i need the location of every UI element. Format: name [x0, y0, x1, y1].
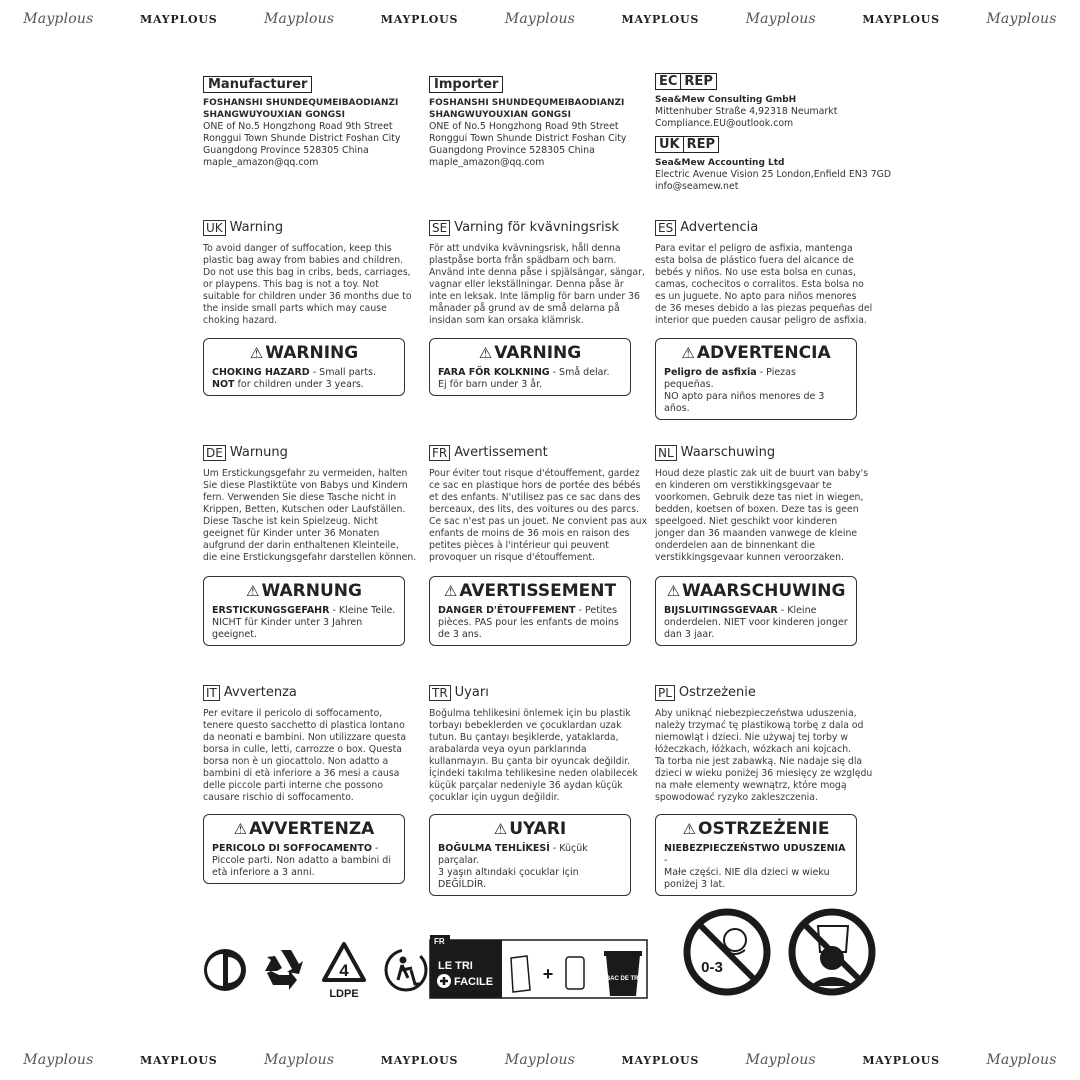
warning-section: [655, 220, 891, 327]
section-body-line: onderdelen aan de binnenkant die: [655, 540, 815, 551]
section-body-line: Um Erstickungsgefahr zu vermeiden, halten: [203, 468, 408, 479]
section-body-line: Ta torba nie jest zabawką. Nie nadaje się dla: [655, 756, 863, 767]
section-body-line: es un juguete. No apto para niños menores: [655, 291, 857, 302]
recycle-number: 4: [339, 961, 349, 980]
warning-box-title: [212, 818, 396, 840]
section-heading: [655, 445, 891, 461]
warning-triangle-icon: ⚠: [478, 344, 493, 362]
hazard-detail: -: [664, 855, 668, 866]
warning-box-text: [212, 367, 396, 391]
brand-script: Mayplous: [23, 11, 94, 27]
ec-tag: EC: [655, 73, 681, 90]
hazard-age-note: Piccole parti. Non adatto a bambini di età inferiore a 3 anni.: [212, 855, 391, 878]
warning-triangle-icon: ⚠: [493, 820, 508, 838]
section-body-line: Aby uniknąć niebezpieczeństwa uduszenia,: [655, 708, 857, 719]
section-body-line: the inside small parts which may cause: [203, 303, 387, 314]
manufacturer-title: Manufacturer: [203, 76, 312, 93]
section-body-line: verstikkingsgevaar kunnen veroorzaken.: [655, 552, 844, 563]
ec-rep-name: Sea&Mew Consulting GmbH: [655, 95, 797, 105]
section-title: Uyarı: [454, 685, 489, 700]
section-body-line: vagnar eller lekställningar. Denna påse är: [429, 279, 624, 290]
section-heading: [203, 220, 439, 236]
section-body-line: küçük parçalar nedeniyle 36 aydan küçük: [429, 780, 623, 791]
section-body-line: suitable for children under 36 months due to: [203, 291, 412, 302]
warning-section: [203, 685, 439, 804]
triman-text-2: FACILE: [454, 976, 494, 988]
hazard-label: NIEBEZPIECZEŃSTWO UDUSZENIA: [664, 843, 846, 854]
warning-box-title-text: WAARSCHUWING: [682, 581, 846, 601]
section-title: Varning för kvävningsrisk: [454, 220, 619, 235]
warning-triangle-icon: ⚠: [249, 344, 264, 362]
section-body-line: kullanmayın. Bu çanta bir oyuncak değildir.: [429, 756, 631, 767]
section-body-line: łóżeczkach, łóżkach, wózkach ani kojcach.: [655, 744, 852, 755]
section-heading: [429, 220, 665, 236]
hazard-age-note: pièces. PAS pour les enfants de moins de 3 ans.: [438, 617, 619, 640]
section-body-line: ce sac en plastique hors de portée des bébés: [429, 480, 641, 491]
brand-caps: MAYPLOUS: [621, 1053, 700, 1067]
warning-box-title: [438, 342, 622, 364]
section-body-line: Pour éviter tout risque d'étouffement, gardez: [429, 468, 640, 479]
section-body-line: plastic bag away from babies and children.: [203, 255, 404, 266]
section-body-line: interior que pueden causar peligro de asfixia.: [655, 315, 867, 326]
importer-line: ONE of No.5 Hongzhong Road 9th Street: [429, 121, 619, 132]
section-body-line: Sie diese Plastiktüte von Babys und Kindern: [203, 480, 408, 491]
section-body-line: torbayı bebeklerden ve çocuklardan uzak: [429, 720, 622, 731]
symbol-row: [0, 900, 1080, 1040]
warning-triangle-icon: ⚠: [233, 820, 248, 838]
section-body-line: arabalarda veya oyun parklarında: [429, 744, 587, 755]
brand-script: Mayplous: [504, 1052, 576, 1068]
warning-box-text: [438, 843, 622, 891]
section-body-line: jonger dan 36 maanden vanwege de kleine: [655, 528, 858, 539]
section-body-line: Houd deze plastic zak uit de buurt van baby's: [655, 468, 869, 479]
warning-box-title-text: VARNING: [494, 343, 582, 363]
warning-section: [429, 685, 665, 804]
section-title: Avvertenza: [223, 685, 297, 700]
warning-box-title: [212, 580, 396, 602]
triman-text-1: LE TRI: [438, 960, 473, 972]
section-heading: [203, 445, 439, 461]
recycle-label: LDPE: [329, 988, 359, 1000]
warning-box-title-text: UYARI: [509, 819, 567, 839]
brand-row-top: [0, 8, 1080, 30]
brand-script: Mayplous: [986, 11, 1057, 27]
section-body-line: die eine Erstickungsgefahr darstellen können.: [203, 552, 417, 563]
warning-box-title-text: WARNUNG: [261, 581, 362, 601]
section-body-line: esta bolsa de plástico fuera del alcance de: [655, 255, 855, 266]
hazard-label: Peligro de asfixia: [664, 367, 757, 378]
section-title: Ostrzeżenie: [678, 685, 756, 700]
importer-title: Importer: [429, 76, 503, 93]
section-body-line: För att undvika kvävningsrisk, håll denna: [429, 243, 621, 254]
tidyman-icon: [386, 950, 426, 990]
brand-caps: MAYPLOUS: [380, 1053, 459, 1067]
hazard-detail: - Küçük parçalar.: [438, 843, 588, 866]
importer-line: Guangdong Province 528305 China: [429, 145, 595, 156]
section-heading: [655, 220, 891, 236]
section-body-line: Boğulma tehlikesini önlemek için bu plastik: [429, 708, 631, 719]
warning-box-text: [664, 843, 848, 891]
section-body-line: İçindeki takılma tehlikesine neden olabilecek: [429, 768, 638, 779]
manufacturer-line: ONE of No.5 Hongzhong Road 9th Street: [203, 121, 393, 132]
warning-triangle-icon: ⚠: [246, 582, 260, 600]
section-body-line: insidan som kan orsaka klämrisk.: [429, 315, 584, 326]
warning-label-box: [655, 814, 857, 896]
hazard-detail: - Petites: [575, 605, 618, 616]
warning-box-text: [212, 843, 396, 879]
section-body-line: dzieci w wieku poniżej 36 miesięcy ze względu: [655, 768, 873, 779]
importer-line: maple_amazon@qq.com: [429, 157, 545, 168]
language-code: SE: [429, 220, 450, 236]
language-code: IT: [203, 685, 220, 701]
warning-box-title-text: WARNING: [265, 343, 359, 363]
section-body-line: provoquer un risque d'étouffement.: [429, 552, 595, 563]
warning-box-text: [664, 605, 848, 641]
section-body-line: Per evitare il pericolo di soffocamento,: [203, 708, 383, 719]
importer-name-1: FOSHANSHI SHUNDEQUMEIBAODIANZI: [429, 98, 625, 108]
section-body-line: To avoid danger of suffocation, keep this: [203, 243, 392, 254]
warning-box-title: [664, 342, 848, 364]
brand-row-bottom: [0, 1049, 1080, 1071]
hazard-detail: - Small parts.: [309, 367, 377, 378]
section-body-line: na małe elementy wewnątrz, które mogą: [655, 780, 847, 791]
section-body-line: månader på grund av de små delarna på: [429, 303, 620, 314]
uk-tag: UK: [655, 136, 684, 153]
warning-triangle-icon: ⚠: [682, 820, 696, 838]
brand-caps: MAYPLOUS: [139, 12, 218, 26]
warning-label-box: [203, 576, 405, 646]
section-heading: [429, 685, 665, 701]
language-code: TR: [429, 685, 451, 701]
warning-triangle-icon: ⚠: [681, 344, 695, 362]
section-body-line: plastpåse borta från spädbarn och barn.: [429, 255, 617, 266]
hazard-age-note: NO apto para niños menores de 3 años.: [664, 391, 825, 414]
hazard-age-note: onderdelen. NIET voor kinderen jonger dan 3 jaar.: [664, 617, 848, 640]
hazard-age-note: for children under 3 years.: [234, 379, 364, 390]
brand-caps: MAYPLOUS: [139, 1053, 218, 1067]
warning-box-title-text: OSTRZEŻENIE: [698, 819, 830, 839]
section-body-line: berceaux, des lits, des voitures ou des parcs.: [429, 504, 640, 515]
hazard-detail: - Små delar.: [549, 367, 610, 378]
hazard-detail: -: [371, 843, 379, 854]
brand-script: Mayplous: [745, 11, 816, 27]
section-body-line: fern. Verwenden Sie diese Tasche nicht in: [203, 492, 397, 503]
section-title: Avertissement: [454, 445, 548, 460]
warning-box-title-text: AVERTISSEMENT: [459, 581, 617, 601]
section-body-line: en kinderen om verstikkingsgevaar te: [655, 480, 832, 491]
manufacturer-line: Ronggui Town Shunde District Foshan City: [203, 133, 401, 144]
section-body-line: bedden, koetsen of boxen. Deze tas is geen: [655, 504, 859, 515]
section-body-line: Diese Tasche ist kein Spielzeug. Nicht: [203, 516, 378, 527]
hazard-age-note: Ej för barn under 3 år.: [438, 379, 543, 390]
hazard-label: CHOKING HAZARD: [212, 367, 310, 378]
section-body-line: należy trzymać tę plastikową torbę z dala od: [655, 720, 864, 731]
warning-label-box: [203, 338, 405, 396]
warning-section: [203, 445, 439, 564]
hazard-label: BIJSLUITINGSGEVAAR: [664, 605, 778, 616]
section-body-line: geeignet für Kinder unter 36 Monaten: [203, 528, 380, 539]
section-body-line: tenere questo sacchetto di plastica lontano: [203, 720, 405, 731]
hazard-age-note: NICHT für Kinder unter 3 Jahren geeignet.: [212, 617, 363, 640]
triman-fr: FR: [434, 937, 445, 946]
section-body-line: causare rischio di soffocamento.: [203, 792, 354, 803]
recycle-arrows-icon: [265, 950, 303, 990]
warning-box-text: [212, 605, 396, 641]
warning-label-box: [429, 338, 631, 396]
brand-script: Mayplous: [264, 11, 335, 27]
uk-rep-line: info@seamew.net: [655, 181, 739, 192]
section-body-line: inte en leksak. Inte lämplig för barn under 36: [429, 291, 640, 302]
brand-caps: MAYPLOUS: [621, 12, 700, 26]
age-range: 0-3: [701, 959, 723, 976]
language-code: NL: [655, 445, 677, 461]
warning-triangle-icon: ⚠: [666, 582, 681, 600]
hazard-label: ERSTICKUNGSGEFAHR: [212, 605, 330, 616]
triman-plus: +: [542, 964, 554, 984]
section-body-line: bebés y niños. No use esta bolsa en cunas,: [655, 267, 856, 278]
importer-block: [429, 73, 661, 169]
section-body-line: borsa non è un giocattolo. Non adatto a: [203, 756, 389, 767]
brand-script: Mayplous: [986, 1052, 1057, 1068]
warning-triangle-icon: ⚠: [443, 582, 458, 600]
language-code: FR: [429, 445, 450, 461]
warning-section: [429, 220, 665, 327]
section-body-line: camas, cochecitos o corralitos. Esta bolsa no: [655, 279, 864, 290]
language-code: PL: [655, 685, 675, 701]
section-heading: [655, 685, 891, 701]
warning-box-title: [438, 580, 622, 602]
not-for-0-3-icon: [687, 912, 767, 992]
warning-label-box: [655, 338, 857, 420]
warning-label-box: [429, 814, 631, 896]
ec-rep-line: Compliance.EU@outlook.com: [655, 118, 794, 129]
brand-caps: MAYPLOUS: [380, 12, 459, 26]
hazard-emphasis: NOT: [212, 379, 235, 390]
section-body-line: Använd inte denna påse i spjälsängar, sängar,: [429, 267, 645, 278]
ec-rep-line: Mittenhuber Straße 4,92318 Neumarkt: [655, 106, 838, 117]
warning-section: [203, 220, 439, 327]
language-code: ES: [655, 220, 676, 236]
hazard-label: PERICOLO DI SOFFOCAMENTO: [212, 843, 372, 854]
section-body-line: de 36 meses debido a las piezas pequeñas del: [655, 303, 873, 314]
warning-box-title-text: ADVERTENCIA: [696, 343, 831, 363]
section-title: Waarschuwing: [680, 445, 776, 460]
warning-label-box: [203, 814, 405, 884]
uk-rep-name: Sea&Mew Accounting Ltd: [655, 158, 785, 168]
bac-de-tri: BAC DE TRI: [605, 976, 641, 982]
warning-box-title: [664, 580, 848, 602]
section-heading: [429, 445, 665, 461]
brand-script: Mayplous: [504, 11, 576, 27]
section-body-line: da neonati e bambini. Non utilizzare questa: [203, 732, 407, 743]
hazard-detail: - Piezas pequeñas.: [664, 367, 796, 390]
manufacturer-name-1: FOSHANSHI SHUNDEQUMEIBAODIANZI: [203, 98, 399, 108]
hazard-age-note: 3 yaşın altındaki çocuklar için DEĞİLDİR.: [438, 867, 579, 890]
brand-script: Mayplous: [23, 1052, 94, 1068]
warning-section: [655, 685, 891, 804]
section-body-line: bambini di età inferiore a 36 mesi a causa: [203, 768, 400, 779]
section-body-line: tutun. Bu çantayı beşiklerde, yataklarda,: [429, 732, 619, 743]
no-bag-over-head-icon: [792, 912, 872, 992]
section-title: Warnung: [229, 445, 288, 460]
section-title: Warning: [229, 220, 284, 235]
importer-name-2: SHANGWUYOUXIAN GONGSI: [429, 110, 571, 120]
hazard-detail: - Kleine: [777, 605, 817, 616]
manufacturer-line: Guangdong Province 528305 China: [203, 145, 369, 156]
warning-section: [655, 445, 891, 564]
green-dot-icon: [204, 949, 246, 991]
warning-section: [429, 445, 665, 564]
section-body-line: Para evitar el peligro de asfixia, mantenga: [655, 243, 853, 254]
hazard-label: BOĞULMA TEHLİKESİ: [438, 843, 550, 854]
uk-rep-label: [655, 136, 915, 153]
warning-label-box: [429, 576, 631, 646]
hazard-label: DANGER D'ÉTOUFFEMENT: [438, 605, 576, 616]
warning-box-title: [212, 342, 396, 364]
importer-line: Ronggui Town Shunde District Foshan City: [429, 133, 627, 144]
hazard-label: FARA FÖR KOLKNING: [438, 367, 550, 378]
language-code: DE: [203, 445, 226, 461]
section-body-line: or playpens. This bag is not a toy. Not: [203, 279, 379, 290]
ec-rep-label: [655, 73, 915, 90]
warning-box-title-text: AVVERTENZA: [249, 819, 375, 839]
section-body-line: borsa in culle, letti, carrozze o box. Questa: [203, 744, 402, 755]
warning-box-text: [664, 367, 848, 415]
section-body-line: Ce sac n'est pas un jouet. Ne convient pas aux: [429, 516, 648, 527]
hazard-age-note: Małe części. NIE dla dzieci w wieku poniżej 3 lat.: [664, 867, 830, 890]
manufacturer-line: maple_amazon@qq.com: [203, 157, 319, 168]
brand-caps: MAYPLOUS: [862, 1053, 940, 1067]
warning-box-title: [438, 818, 622, 840]
language-code: UK: [203, 220, 226, 236]
section-body-line: voorkomen. Gebruik deze tas niet in wiegen,: [655, 492, 864, 503]
section-title: Advertencia: [680, 220, 759, 235]
brand-script: Mayplous: [264, 1052, 335, 1068]
hazard-detail: - Kleine Teile.: [329, 605, 396, 616]
section-body-line: et des enfants. N'utilisez pas ce sac dans des: [429, 492, 641, 503]
section-heading: [203, 685, 439, 701]
warning-label-box: [655, 576, 857, 646]
section-body-line: speelgoed. Niet geschikt voor kinderen: [655, 516, 838, 527]
manufacturer-name-2: SHANGWUYOUXIAN GONGSI: [203, 110, 345, 120]
manufacturer-block: [203, 73, 435, 169]
rep-tag: REP: [681, 73, 716, 90]
brand-script: Mayplous: [745, 1052, 816, 1068]
section-body-line: Do not use this bag in cribs, beds, carriages,: [203, 267, 411, 278]
warning-box-text: [438, 367, 622, 391]
rep-tag: REP: [684, 136, 719, 153]
section-body-line: çocuklar için uygun değildir.: [429, 792, 560, 803]
representatives-block: [655, 73, 915, 193]
warning-box-text: [438, 605, 622, 641]
section-body-line: petites pièces à l'intérieur qui peuvent: [429, 540, 609, 551]
warning-box-title: [664, 818, 848, 840]
section-body-line: choking hazard.: [203, 315, 278, 326]
section-body-line: Krippen, Betten, Kutschen oder Laufställen.: [203, 504, 406, 515]
uk-rep-line: Electric Avenue Vision 25 London,Enfield EN3 7GD: [655, 169, 892, 180]
section-body-line: spowodować ryzyko zakleszczenia.: [655, 792, 818, 803]
section-body-line: niemowląt i dzieci. Nie używaj tej torby w: [655, 732, 848, 743]
section-body-line: enfants de moins de 36 mois en raison des: [429, 528, 630, 539]
section-body-line: delle piccole parti interne che possono: [203, 780, 384, 791]
section-body-line: aufgrund der darin enthaltenen Kleinteile,: [203, 540, 399, 551]
brand-caps: MAYPLOUS: [862, 12, 940, 26]
